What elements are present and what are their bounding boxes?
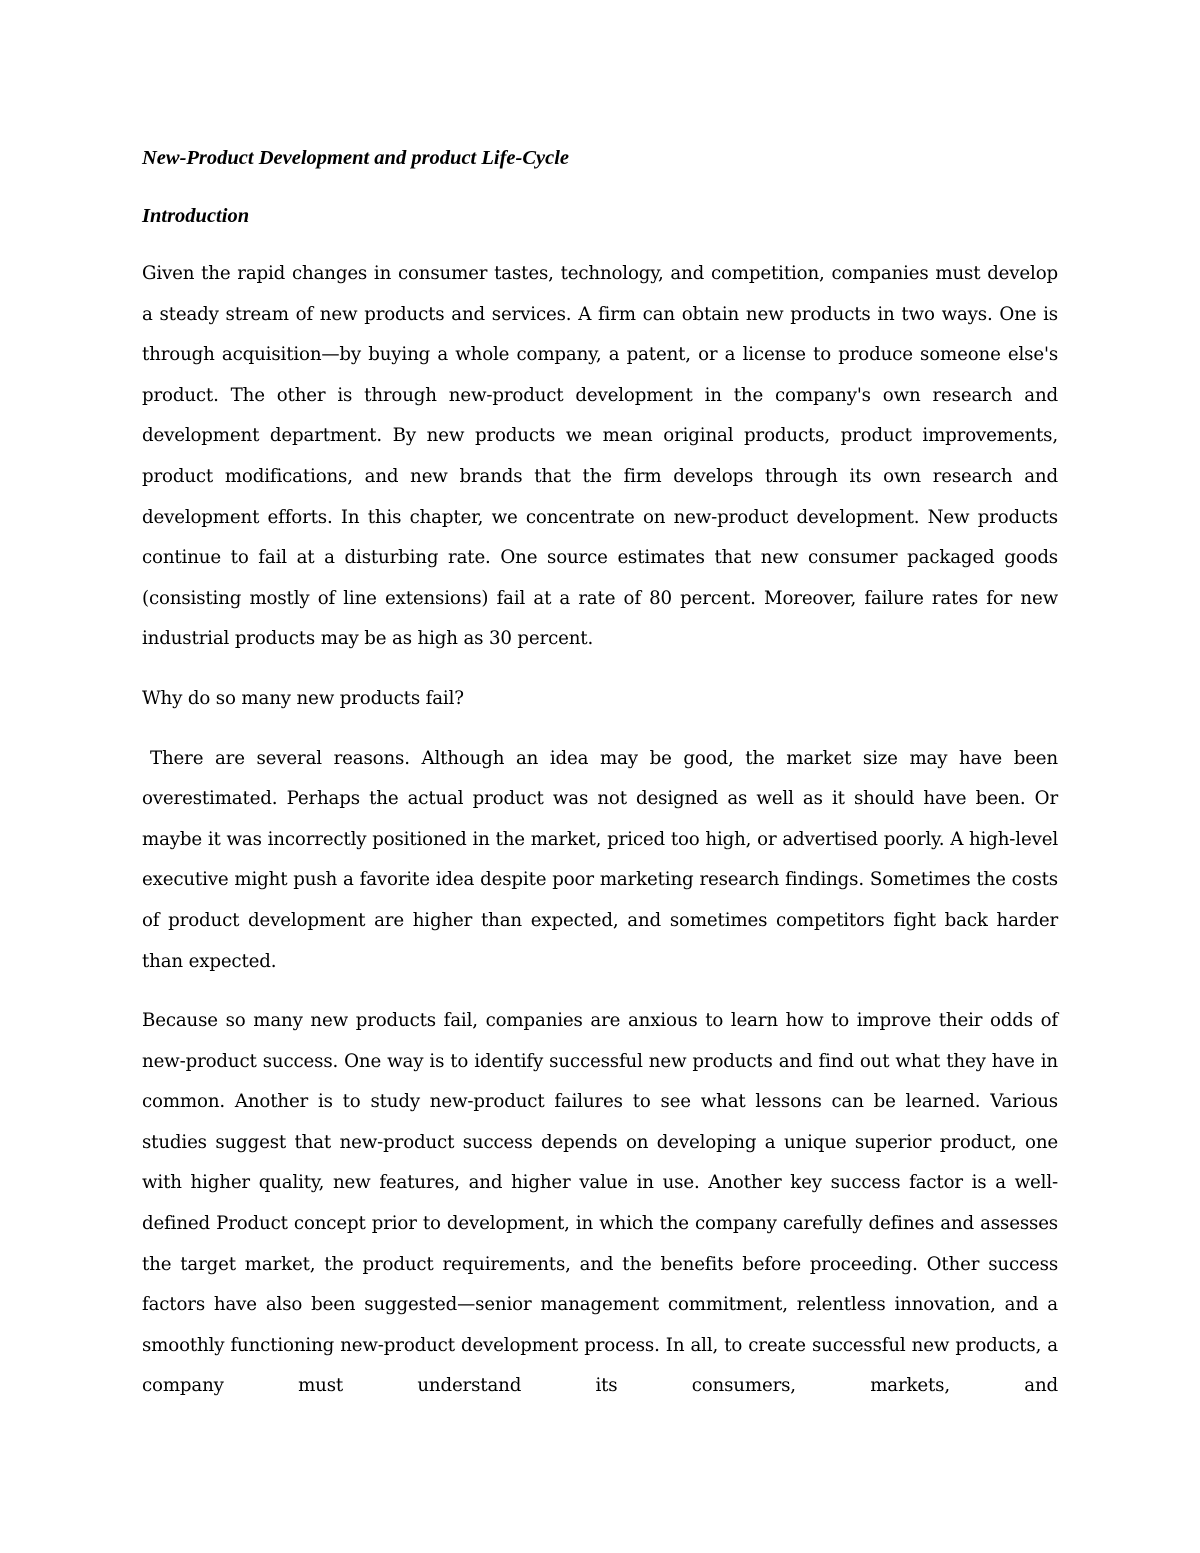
document-title: New-Product Development and product Life-Cycle (142, 147, 569, 169)
paragraph-success-factors: Because so many new products fail, companies are anxious to learn how to improve their odds of new-product success. One way is to identify successful new products and find out what they have in common. Another is to study new-product failures to see what lessons can be learned. Various studies suggest that new-product success depends on developing a unique superior product, one with higher quality, new features, and higher value in use. Another key success factor is a well-defined Product concept prior to development, in which the company carefully defines and assesses the target market, the product requirements, and the benefits before proceeding. Other success factors have also been suggested—senior management commitment, relentless innovation, and a smoothly functioning new-product development process. In all, to create successful new products, a company must understand its consumers, markets, and (142, 1010, 1058, 1397)
document-body (142, 138, 1058, 1426)
paragraph-question: Why do so many new products fail? (142, 687, 464, 709)
section-heading: Introduction (142, 205, 250, 227)
paragraph-reasons: There are several reasons. Although an idea may be good, the market size may have been overestimated. Perhaps the actual product was not designed as well as it should have been. Or maybe it was incorrectly positioned in the market, priced too high, or advertised poorly. A high-level executive might push a favorite idea despite poor marketing research findings. Sometimes the costs of product development are higher than expected, and sometimes competitors fight back harder than expected. (142, 747, 1058, 972)
paragraph-intro: Given the rapid changes in consumer tastes, technology, and competition, companies must develop a steady stream of new products and services. A firm can obtain new products in two ways. One is through acquisition—by buying a whole company, a patent, or a license to produce someone else's product. The other is through new-product development in the company's own research and development department. By new products we mean original products, product improvements, product modifications, and new brands that the firm develops through its own research and development efforts. In this chapter, we concentrate on new-product development. New products continue to fail at a disturbing rate. One source estimates that new consumer packaged goods (consisting mostly of line extensions) fail at a rate of 80 percent. Moreover, failure rates for new industrial products may be as high as 30 percent. (142, 263, 1058, 650)
